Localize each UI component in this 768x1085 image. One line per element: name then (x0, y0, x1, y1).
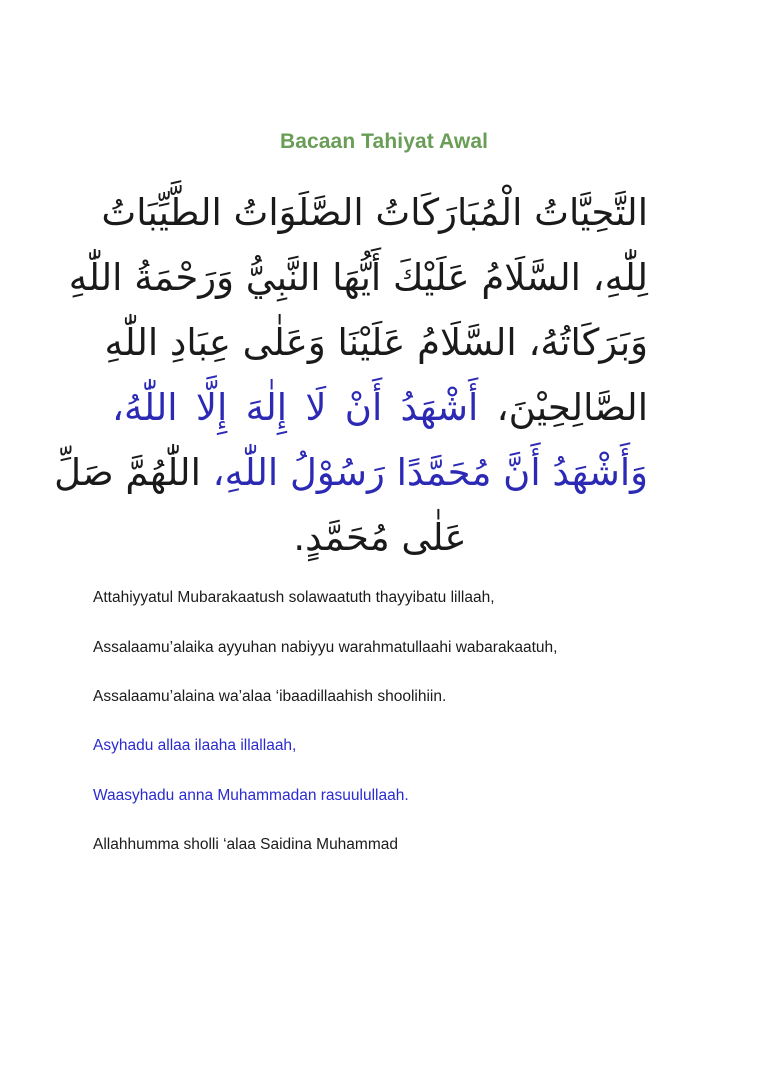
transliteration-line-4: Asyhadu allaa ilaaha illallaah, (93, 737, 297, 754)
arabic-segment: وَبَرَكَاتُهُ، السَّلَامُ عَلَيْنَا وَعَلٰى عِبَادِ اللّٰهِ (104, 321, 648, 364)
transliteration-line-1: Attahiyyatul Mubarakaatush solawaatuth thayyibatu lillaah, (93, 589, 495, 606)
transliteration-line-2: Assalaamu’alaika ayyuhan nabiyyu warahmatullaahi wabarakaatuh, (93, 639, 558, 656)
transliteration-line-6: Allahhumma sholli ‘alaa Saidina Muhammad (93, 836, 398, 853)
arabic-segment-highlight: أَشْهَدُ أَنْ لَا إِلٰهَ إِلَّا اللّٰهُ، (112, 386, 479, 429)
arabic-line-3 (104, 310, 648, 375)
arabic-line-1 (101, 180, 648, 245)
arabic-segment: عَلٰى مُحَمَّدٍ. (293, 516, 467, 559)
transliteration-line-5: Waasyhadu anna Muhammadan rasuulullaah. (93, 787, 409, 804)
arabic-segment-highlight: وَأَشْهَدُ أَنَّ مُحَمَّدًا رَسُوْلُ اللّٰهِ، (200, 451, 648, 494)
arabic-segment: التَّحِيَّاتُ الْمُبَارَكَاتُ الصَّلَوَاتُ الطَّيِّبَاتُ (101, 191, 648, 234)
page-title: Bacaan Tahiyat Awal (279, 130, 489, 153)
arabic-line-6 (112, 505, 648, 570)
transliteration-line-3: Assalaamu’alaina wa’alaa ‘ibaadillaahish shoolihiin. (93, 688, 447, 705)
arabic-segment: لِلّٰهِ، السَّلَامُ عَلَيْكَ أَيُّهَا النَّبِيُّ وَرَحْمَةُ اللّٰهِ (68, 256, 648, 299)
arabic-line-5 (54, 440, 648, 505)
arabic-segment: اللّٰهُمَّ صَلِّ (54, 451, 201, 494)
arabic-line-2 (68, 245, 648, 310)
arabic-line-4 (112, 375, 648, 440)
arabic-segment: الصَّالِحِيْنَ، (478, 386, 648, 429)
arabic-text-block (54, 180, 648, 570)
